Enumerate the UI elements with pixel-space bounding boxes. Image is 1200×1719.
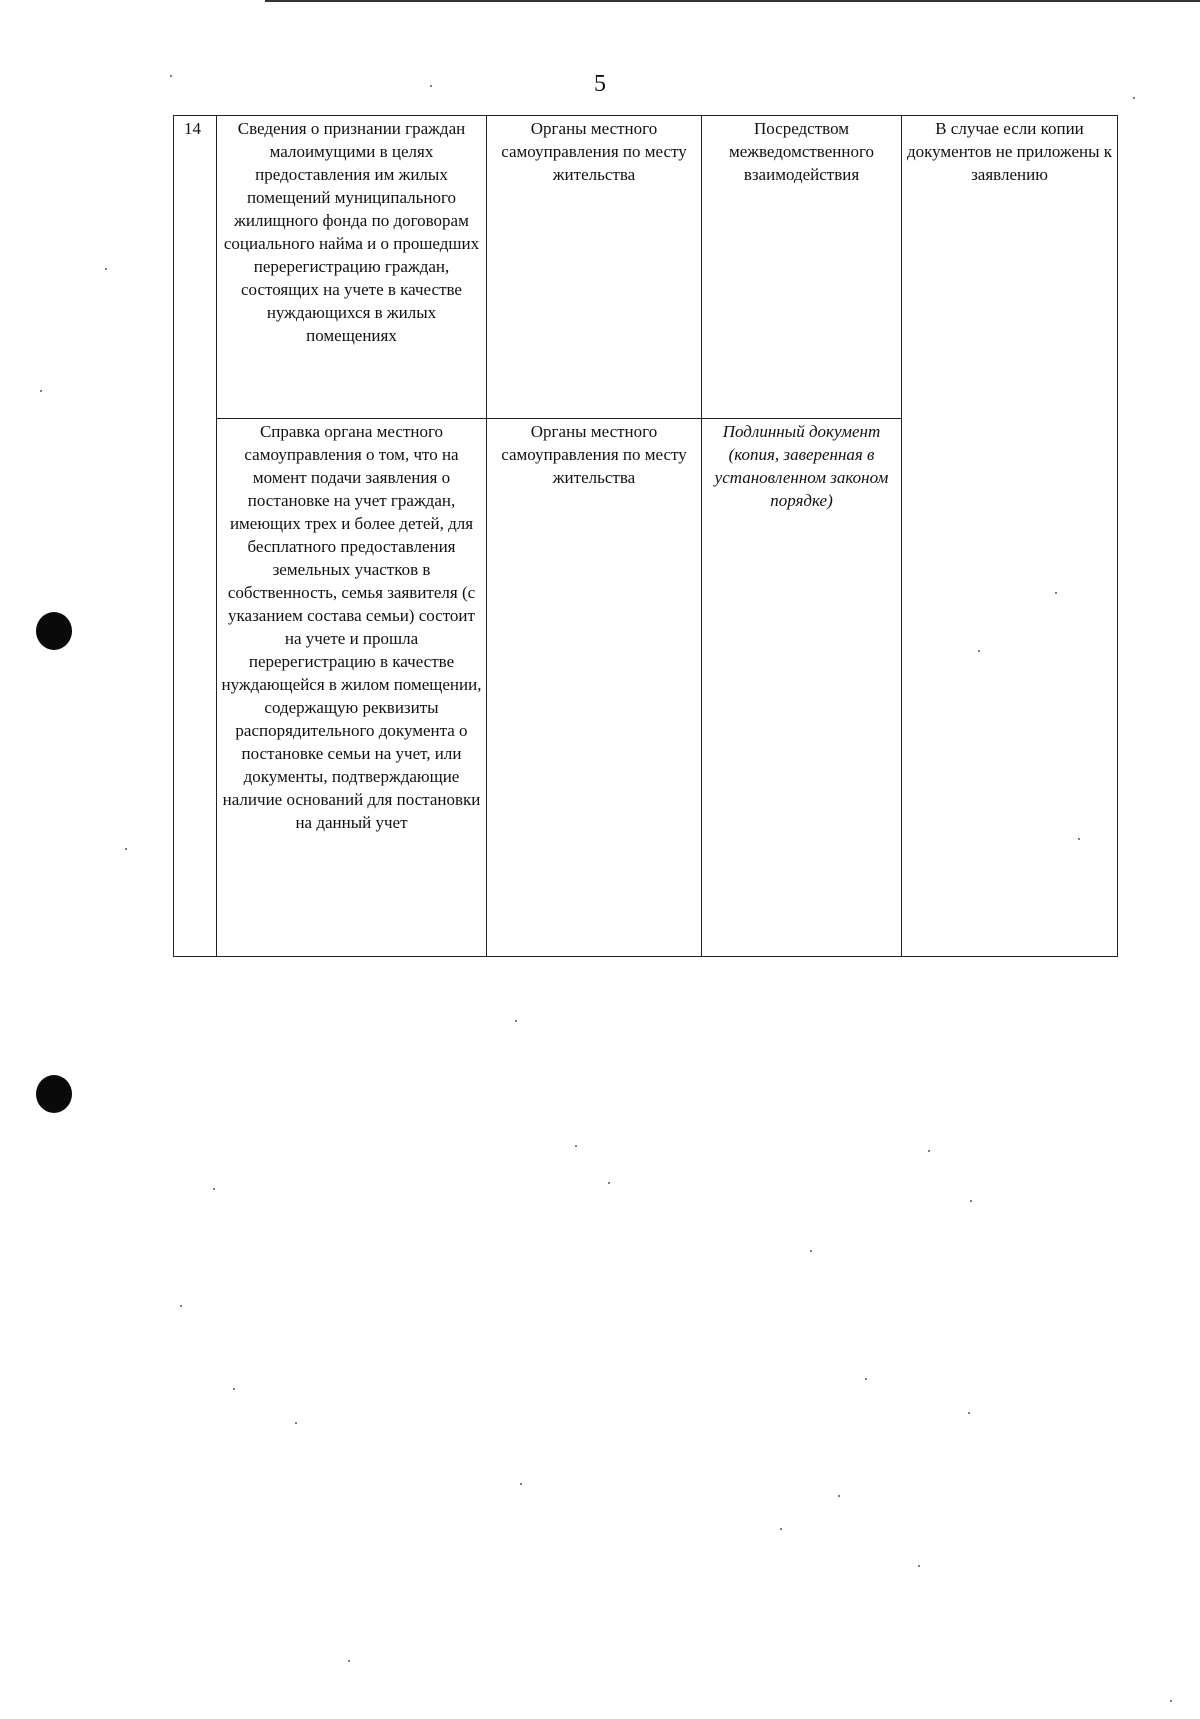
scan-speck	[780, 1528, 782, 1530]
scan-speck	[838, 1495, 840, 1497]
page-top-border	[265, 0, 1200, 2]
condition-cell: В случае если копии документов не приложены к заявлению	[902, 116, 1118, 957]
scan-speck	[105, 268, 107, 270]
scan-speck	[40, 390, 42, 392]
scan-speck	[810, 1250, 812, 1252]
scan-speck	[978, 650, 980, 652]
row-number-cell	[174, 419, 217, 957]
scan-speck	[515, 1020, 517, 1022]
scan-speck	[968, 1412, 970, 1414]
scan-speck	[608, 1182, 610, 1184]
scan-speck	[213, 1188, 215, 1190]
scan-speck	[918, 1565, 920, 1567]
scan-speck	[295, 1422, 297, 1424]
page-number: 5	[594, 71, 606, 97]
document-name-cell: Сведения о признании граждан малоимущими в целях предоставления им жилых помещений муниципального жилищного фонда по договорам социального найма и о прошедших перерегистрацию граждан, состоящих на учете в качестве нуждающихся в жилых помещениях	[217, 116, 487, 419]
scan-speck	[233, 1388, 235, 1390]
punch-hole	[36, 612, 72, 650]
row-number-cell: 14	[174, 116, 217, 419]
authority-cell: Органы местного самоуправления по месту жительства	[487, 419, 702, 957]
scan-speck	[865, 1378, 867, 1380]
method-cell: Подлинный документ (копия, заверенная в установленном законом порядке)	[702, 419, 902, 957]
scan-speck	[125, 848, 127, 850]
scan-speck	[1055, 592, 1057, 594]
scan-speck	[1170, 1700, 1172, 1702]
scan-speck	[520, 1483, 522, 1485]
documents-table	[173, 115, 1118, 957]
authority-cell: Органы местного самоуправления по месту жительства	[487, 116, 702, 419]
scan-speck	[348, 1660, 350, 1662]
scan-speck	[430, 85, 432, 87]
punch-hole	[36, 1075, 72, 1113]
scan-speck	[1133, 97, 1135, 99]
scan-speck	[575, 1145, 577, 1147]
scan-speck	[970, 1200, 972, 1202]
scan-speck	[1078, 838, 1080, 840]
method-cell: Посредством межведомственного взаимодействия	[702, 116, 902, 419]
scan-speck	[928, 1150, 930, 1152]
scan-speck	[170, 75, 172, 77]
scan-speck	[180, 1305, 182, 1307]
table-row	[174, 116, 1118, 419]
document-name-cell: Справка органа местного самоуправления о том, что на момент подачи заявления о постановке на учет граждан, имеющих трех и более детей, для бесплатного предоставления земельных участков в собственность, семья заявителя (с указанием состава семьи) состоит на учете и прошла перерегистрацию в качестве нуждающейся в жилом помещении, содержащую реквизиты распорядительного документа о постановке семьи на учет, или документы, подтверждающие наличие оснований для постановки на данный учет	[217, 419, 487, 957]
